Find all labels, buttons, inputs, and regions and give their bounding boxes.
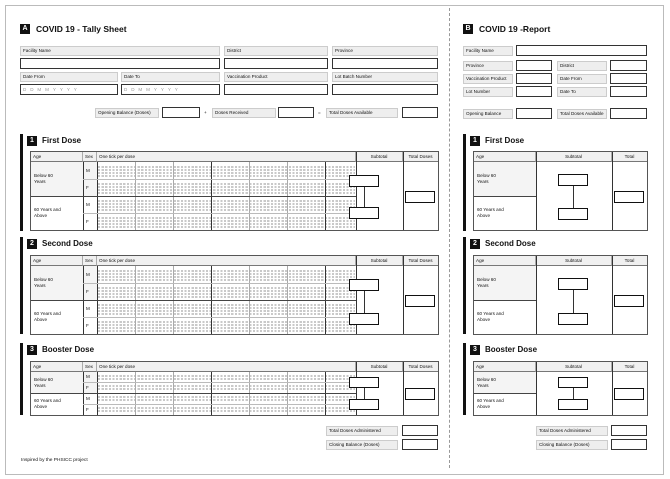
total-administered-input[interactable]	[402, 425, 438, 436]
section-title-first-dose: First Dose	[42, 136, 82, 145]
report-product-label: Vaccination Product	[463, 74, 513, 84]
row-below-60: Below 60 Years	[31, 372, 83, 393]
row-60-above: 60 Years and Above	[477, 311, 504, 322]
report-lot-input[interactable]	[516, 86, 552, 97]
col-total: Total	[612, 362, 647, 372]
date-to-placeholder: DDMMYYYY	[124, 87, 182, 92]
report-subtotal-60-above[interactable]	[558, 208, 588, 220]
report-opening-label: Opening Balance	[463, 109, 513, 119]
closing-balance-label: Closing Balance (Doses)	[326, 440, 398, 450]
equals-sign: =	[318, 110, 321, 115]
col-total: Total	[612, 152, 647, 162]
row-below-60: Below 60 Years	[474, 372, 536, 393]
sex-m: M	[83, 266, 97, 283]
sex-m: M	[83, 162, 97, 179]
date-to-label: Date To	[121, 72, 220, 82]
doses-received-input[interactable]	[278, 107, 314, 118]
district-input[interactable]	[224, 58, 328, 69]
report-district-label: District	[557, 61, 607, 71]
lot-batch-label: Lot Batch Number	[332, 72, 438, 82]
section-number-2: 2	[27, 239, 37, 249]
report-facility-input[interactable]	[516, 45, 647, 56]
report-administered-label: Total Doses Administered	[536, 426, 608, 436]
row-below-60: Below 60 Years	[474, 162, 536, 196]
total-available-input[interactable]	[402, 107, 438, 118]
opening-balance-label: Opening Balance (Doses)	[95, 108, 159, 118]
col-total: Total Doses	[403, 152, 438, 162]
report-section-number-1: 1	[470, 136, 480, 146]
section-bar-1	[20, 134, 23, 231]
lot-batch-input[interactable]	[332, 84, 438, 95]
col-age: Age	[474, 256, 536, 266]
col-subtotal: Subtotal	[356, 256, 403, 266]
row-60-above: 60 Years and Above	[477, 398, 504, 409]
closing-balance-input[interactable]	[402, 439, 438, 450]
report-product-input[interactable]	[516, 73, 552, 84]
report-subtotal-60-above[interactable]	[558, 313, 588, 325]
col-age: Age	[474, 362, 536, 372]
report-available-input[interactable]	[610, 108, 647, 119]
date-to-input[interactable]	[121, 84, 220, 95]
report-section-number-3: 3	[470, 345, 480, 355]
sex-f: F	[83, 283, 97, 300]
report-subtotal-below-60[interactable]	[558, 174, 588, 186]
sex-f: F	[86, 406, 89, 412]
report-subtotal-below-60[interactable]	[558, 278, 588, 290]
total-doses-box[interactable]	[405, 388, 435, 400]
report-section-bar-1	[463, 134, 466, 231]
report-facility-label: Facility Name	[463, 46, 513, 56]
section-title-second-dose: Second Dose	[42, 239, 93, 248]
subtotal-60-above[interactable]	[349, 207, 379, 219]
date-from-label: Date From	[20, 72, 118, 82]
footer-credit: Inspired by the PHSICC project	[21, 458, 88, 463]
plus-sign: +	[204, 110, 207, 115]
report-section-number-2: 2	[470, 239, 480, 249]
col-ticks: One tick per dose	[97, 256, 356, 266]
booster-dose-table	[30, 361, 439, 416]
report-section-bar-3	[463, 343, 466, 415]
section-bar-2	[20, 237, 23, 334]
report-booster-dose-table	[473, 361, 648, 416]
col-ticks: One tick per dose	[97, 362, 356, 372]
report-total-box[interactable]	[614, 295, 644, 307]
section-badge-b: B	[463, 24, 473, 34]
tally-title: COVID 19 - Tally Sheet	[36, 24, 127, 34]
sex-m: M	[86, 305, 90, 311]
col-subtotal: Subtotal	[356, 152, 403, 162]
col-total: Total	[612, 256, 647, 266]
sex-f: F	[83, 179, 97, 196]
sex-f: F	[86, 218, 89, 224]
subtotal-below-60[interactable]	[349, 279, 379, 291]
col-sex: Sex	[83, 362, 97, 372]
sex-m: M	[83, 372, 97, 382]
total-doses-box[interactable]	[405, 295, 435, 307]
report-date-from-label: Date From	[557, 74, 607, 84]
col-subtotal: Subtotal	[356, 362, 403, 372]
report-section-bar-2	[463, 237, 466, 334]
report-available-label: Total Doses Available	[557, 109, 607, 119]
opening-balance-input[interactable]	[162, 107, 200, 118]
total-administered-label: Total Doses Administered	[326, 426, 398, 436]
report-title: COVID 19 -Report	[479, 24, 551, 34]
report-lot-label: Lot Number	[463, 87, 513, 97]
first-dose-table	[30, 151, 439, 231]
sex-f: F	[83, 382, 97, 393]
col-age: Age	[31, 152, 83, 162]
section-title-booster-dose: Booster Dose	[42, 345, 95, 354]
row-below-60: Below 60 Years	[31, 266, 83, 300]
report-total-box[interactable]	[614, 191, 644, 203]
col-subtotal: Subtotal	[536, 362, 612, 372]
col-sex: Sex	[83, 152, 97, 162]
col-age: Age	[31, 256, 83, 266]
row-60-above: 60 Years and Above	[34, 207, 61, 218]
sex-f: F	[86, 322, 89, 328]
report-first-dose-table	[473, 151, 648, 231]
date-from-input[interactable]	[20, 84, 118, 95]
doses-received-label: Doses Received	[212, 108, 276, 118]
sex-m: M	[86, 201, 90, 207]
report-total-box[interactable]	[614, 388, 644, 400]
report-date-from-input[interactable]	[610, 73, 647, 84]
report-section-second-dose: Second Dose	[485, 239, 536, 248]
col-ticks: One tick per dose	[97, 152, 356, 162]
subtotal-60-above[interactable]	[349, 313, 379, 325]
total-doses-box[interactable]	[405, 191, 435, 203]
province-label: Province	[332, 46, 438, 56]
section-number-1: 1	[27, 136, 37, 146]
report-opening-input[interactable]	[516, 108, 552, 119]
section-number-3: 3	[27, 345, 37, 355]
report-district-input[interactable]	[610, 60, 647, 71]
report-province-input[interactable]	[516, 60, 552, 71]
report-closing-input[interactable]	[611, 439, 647, 450]
report-administered-input[interactable]	[611, 425, 647, 436]
facility-name-input[interactable]	[20, 58, 220, 69]
row-60-above: 60 Years and Above	[34, 398, 61, 409]
col-total: Total Doses	[403, 256, 438, 266]
col-sex: Sex	[83, 256, 97, 266]
report-subtotal-60-above[interactable]	[558, 399, 588, 410]
report-closing-label: Closing Balance (Doses)	[536, 440, 608, 450]
col-age: Age	[31, 362, 83, 372]
report-section-first-dose: First Dose	[485, 136, 525, 145]
report-date-to-input[interactable]	[610, 86, 647, 97]
province-input[interactable]	[332, 58, 438, 69]
report-section-booster-dose: Booster Dose	[485, 345, 538, 354]
report-date-to-label: Date To	[557, 87, 607, 97]
vaccination-product-input[interactable]	[224, 84, 328, 95]
second-dose-table	[30, 255, 439, 335]
section-badge-a: A	[20, 24, 30, 34]
total-available-label: Total Doses Available	[326, 108, 398, 118]
col-age: Age	[474, 152, 536, 162]
subtotal-below-60[interactable]	[349, 377, 379, 388]
district-label: District	[224, 46, 328, 56]
report-second-dose-table	[473, 255, 648, 335]
report-subtotal-below-60[interactable]	[558, 377, 588, 388]
report-province-label: Province	[463, 61, 513, 71]
row-60-above: 60 Years and Above	[34, 311, 61, 322]
row-60-above: 60 Years and Above	[477, 207, 504, 218]
date-from-placeholder: DDMMYYYY	[23, 87, 81, 92]
row-below-60: Below 60 Years	[474, 266, 536, 300]
row-below-60: Below 60 Years	[31, 162, 83, 196]
vaccination-product-label: Vaccination Product	[224, 72, 328, 82]
facility-name-label: Facility Name	[20, 46, 220, 56]
subtotal-below-60[interactable]	[349, 175, 379, 187]
col-subtotal: Subtotal	[536, 256, 612, 266]
section-bar-3	[20, 343, 23, 415]
sex-m: M	[86, 395, 90, 401]
subtotal-60-above[interactable]	[349, 399, 379, 410]
cut-line	[449, 8, 450, 468]
col-subtotal: Subtotal	[536, 152, 612, 162]
col-total: Total Doses	[403, 362, 438, 372]
